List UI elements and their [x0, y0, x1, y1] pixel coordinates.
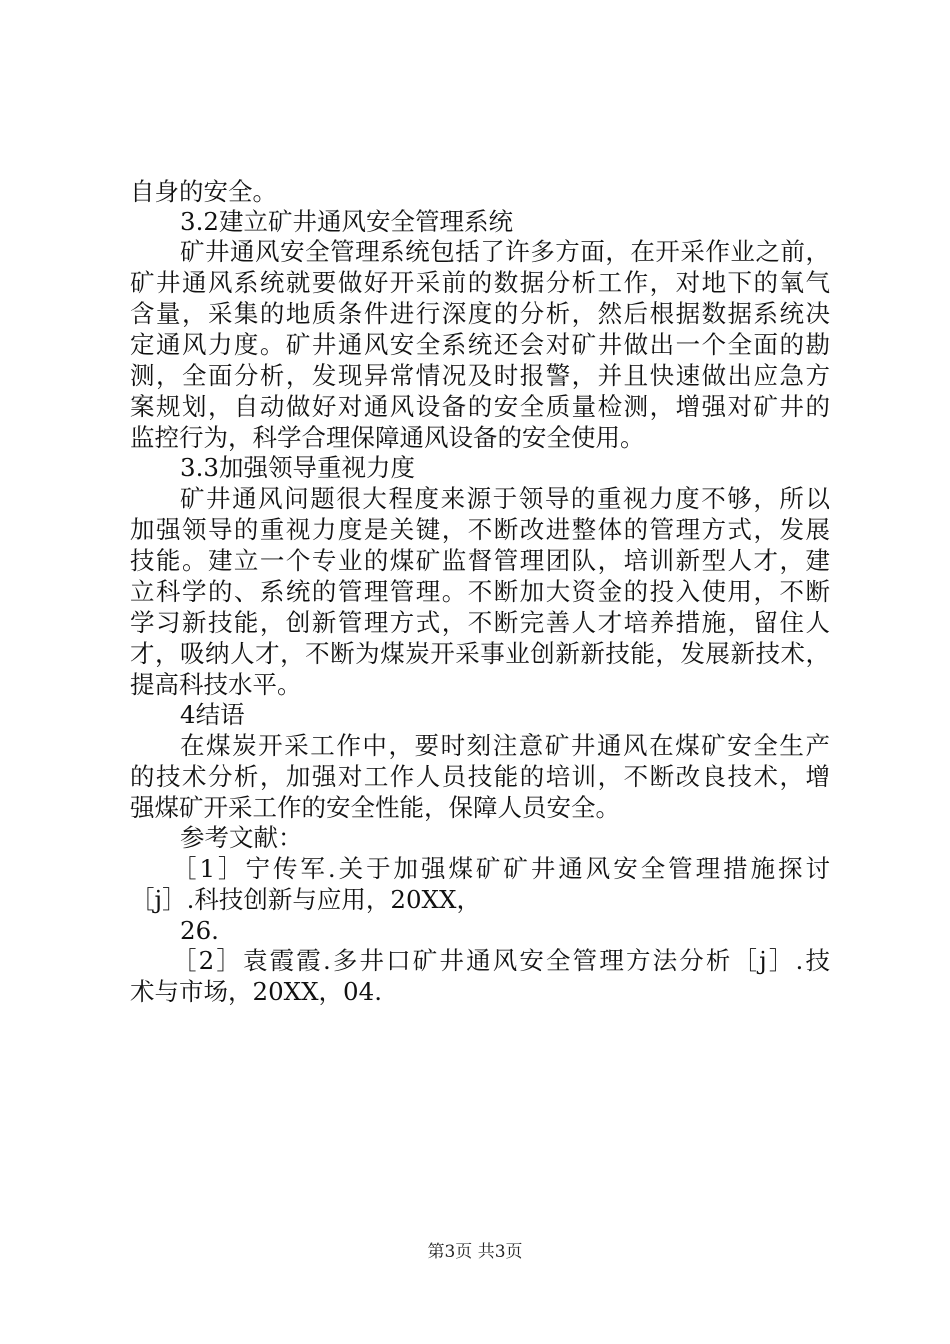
- body-text-line: 含量，采集的地质条件进行深度的分析，然后根据数据系统决: [130, 299, 830, 328]
- body-text-line: 提高科技水平。: [130, 670, 302, 699]
- reference-item-1: ［1］宁传军.关于加强煤矿矿井通风安全管理措施探讨: [172, 854, 830, 883]
- body-text-line: 加强领导的重视力度是关键，不断改进整体的管理方式，发展: [130, 515, 830, 544]
- section-heading-4: 4结语: [180, 700, 245, 729]
- paragraph-continuation-line: 自身的安全。: [130, 177, 277, 206]
- references-heading: 参考文献：: [180, 823, 303, 852]
- reference-item-2: ［2］袁霞霞.多井口矿井通风安全管理方法分析［j］.技: [172, 946, 830, 975]
- body-text-line: 测，全面分析，发现异常情况及时报警，并且快速做出应急方: [130, 361, 830, 390]
- body-text-line: 的技术分析，加强对工作人员技能的培训，不断改良技术，增: [130, 762, 830, 791]
- body-text-line: 矿井通风安全管理系统包括了许多方面，在开采作业之前，: [180, 237, 830, 266]
- page-number-footer: 第3页 共3页: [427, 1242, 523, 1262]
- body-text-line: 强煤矿开采工作的安全性能，保障人员安全。: [130, 793, 620, 822]
- body-text-line: 矿井通风问题很大程度来源于领导的重视力度不够，所以: [180, 484, 830, 513]
- section-heading-3-2: 3.2建立矿井通风安全管理系统: [180, 207, 513, 236]
- body-text-line: 定通风力度。矿井通风安全系统还会对矿井做出一个全面的勘: [130, 330, 830, 359]
- reference-item-1-cont: 26.: [180, 916, 219, 945]
- body-text-line: 才，吸纳人才，不断为煤炭开采事业创新新技能，发展新技术，: [130, 639, 830, 668]
- body-text-line: 在煤炭开采工作中，要时刻注意矿井通风在煤矿安全生产: [180, 731, 830, 760]
- body-text-line: 立科学的、系统的管理管理。不断加大资金的投入使用，不断: [130, 577, 830, 606]
- reference-item-1-cont: ［j］.科技创新与应用，20XX，: [130, 885, 481, 914]
- body-text-line: 监控行为，科学合理保障通风设备的安全使用。: [130, 423, 645, 452]
- body-text-line: 技能。建立一个专业的煤矿监督管理团队，培训新型人才，建: [130, 546, 830, 575]
- reference-item-2-cont: 术与市场，20XX，04.: [130, 977, 383, 1006]
- body-text-line: 学习新技能，创新管理方式，不断完善人才培养措施，留住人: [130, 608, 830, 637]
- body-text-line: 案规划，自动做好对通风设备的安全质量检测，增强对矿井的: [130, 392, 830, 421]
- body-text-line: 矿井通风系统就要做好开采前的数据分析工作，对地下的氧气: [130, 268, 830, 297]
- section-heading-3-3: 3.3加强领导重视力度: [180, 453, 415, 482]
